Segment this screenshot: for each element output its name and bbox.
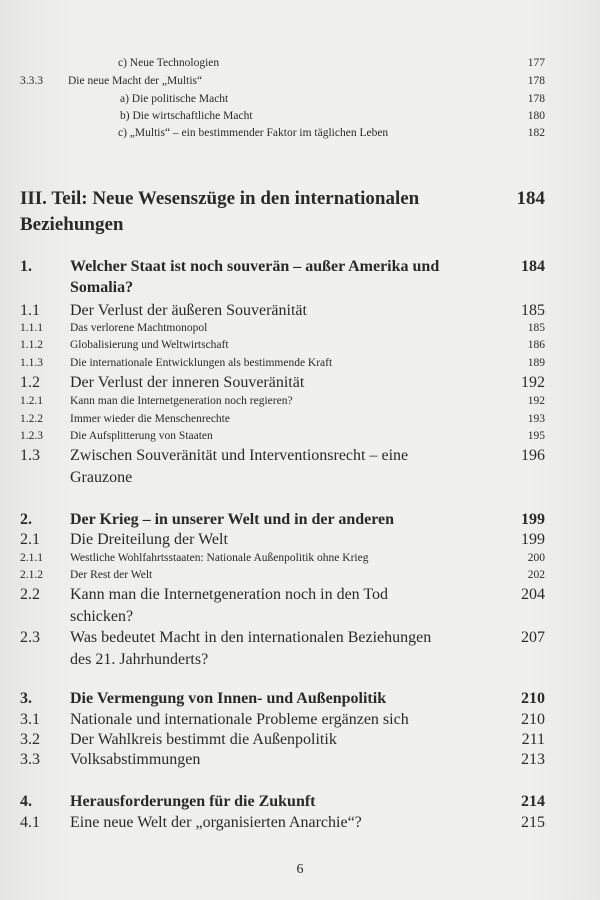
toc-entry-number: 3.3.3 <box>20 75 43 87</box>
toc-entry-page: 192 <box>527 395 545 407</box>
toc-entry-title: Eine neue Welt der „organisierten Anarchie“? <box>70 814 362 831</box>
toc-entry-number: 1.2.2 <box>20 413 43 425</box>
toc-entry-title-line2: schicken? <box>70 608 134 625</box>
toc-entry-page: 177 <box>527 57 545 69</box>
toc-entry-title-line2: Grauzone <box>70 469 133 486</box>
toc-entry-number: 1.1.2 <box>20 339 43 351</box>
toc-entry-title: Herausforderungen für die Zukunft <box>70 793 316 810</box>
toc-entry-number: 3. <box>20 690 32 707</box>
toc-entry-title: Immer wieder die Menschenrechte <box>70 413 230 425</box>
toc-entry-number: 3.1 <box>20 711 40 728</box>
toc-entry-title-line2: des 21. Jahrhunderts? <box>70 651 209 668</box>
toc-entry-number: 2.1 <box>20 531 40 548</box>
toc-entry-page: 211 <box>521 731 545 748</box>
toc-entry-number: 2.1.1 <box>20 552 43 564</box>
toc-entry-title: Der Verlust der äußeren Souveränität <box>70 302 307 319</box>
toc-entry-title: Die Dreiteilung der Welt <box>70 531 228 548</box>
part-heading-line2: Beziehungen <box>20 214 124 235</box>
toc-entry-number: 4.1 <box>20 814 40 831</box>
toc-entry-number: 1.1.3 <box>20 357 43 369</box>
toc-entry-title: Volksabstimmungen <box>70 751 201 768</box>
toc-entry-number: 2.2 <box>20 586 40 603</box>
toc-entry-page: 178 <box>527 93 545 105</box>
toc-entry-number: 1.2.3 <box>20 430 43 442</box>
toc-entry-number: 1.2 <box>20 374 40 391</box>
page-number: 6 <box>296 862 304 877</box>
toc-entry-page: 196 <box>521 447 545 464</box>
toc-entry-page: 186 <box>527 339 545 351</box>
toc-entry-page: 185 <box>521 302 545 319</box>
toc-entry-page: 200 <box>527 552 545 564</box>
toc-entry-page: 193 <box>527 413 545 425</box>
toc-entry-page: 215 <box>521 814 545 831</box>
toc-entry-title: Der Verlust der inneren Souveränität <box>70 374 305 391</box>
toc-entry-page: 210 <box>521 711 545 728</box>
toc-entry-title: b) Die wirtschaftliche Macht <box>120 110 253 122</box>
toc-entry-title-line1: Kann man die Internetgeneration noch in den Tod <box>70 586 389 603</box>
toc-entry-title: Kann man die Internetgeneration noch regieren? <box>70 395 293 407</box>
toc-entry-number: 1. <box>20 258 32 275</box>
toc-entry-number: 1.2.1 <box>20 395 43 407</box>
toc-entry-number: 4. <box>20 793 32 810</box>
toc-entry-title: Die neue Macht der „Multis“ <box>68 75 203 87</box>
toc-entry-title: c) „Multis“ – ein bestimmender Faktor im täglichen Leben <box>118 127 389 139</box>
toc-entry-page: 199 <box>521 511 545 528</box>
toc-entry-page: 213 <box>521 751 545 768</box>
toc-entry-title: Die Vermengung von Innen- und Außenpolitik <box>70 690 387 707</box>
toc-entry-title: Westliche Wohlfahrtsstaaten: Nationale Außenpolitik ohne Krieg <box>70 552 369 564</box>
toc-entry-number: 2.1.2 <box>20 569 43 581</box>
toc-entry-number: 2.3 <box>20 629 40 646</box>
toc-entry-page: 192 <box>521 374 545 391</box>
toc-entry-number: 3.2 <box>20 731 40 748</box>
toc-entry-title: c) Neue Technologien <box>118 57 220 69</box>
toc-entry-page: 189 <box>527 357 545 369</box>
toc-entry-number: 1.1.1 <box>20 322 43 334</box>
toc-entry-page: 210 <box>521 690 545 707</box>
toc-entry-page: 180 <box>527 110 545 122</box>
toc-entry-title: Die Aufsplitterung von Staaten <box>70 430 213 442</box>
toc-entry-page: 199 <box>521 531 545 548</box>
toc-entry-page: 195 <box>527 430 545 442</box>
toc-entry-page: 185 <box>527 322 545 334</box>
toc-entry-number: 2. <box>20 511 32 528</box>
toc-entry-number: 1.1 <box>20 302 40 319</box>
toc-entry-title: Das verlorene Machtmonopol <box>70 322 208 334</box>
toc-entry-title: Die internationale Entwicklungen als bestimmende Kraft <box>70 357 333 369</box>
toc-entry-title: Nationale und internationale Probleme ergänzen sich <box>70 711 409 728</box>
toc-entry-number: 3.3 <box>20 751 40 768</box>
toc-entry-title: Globalisierung und Weltwirtschaft <box>70 339 229 351</box>
part-heading-page: 184 <box>516 188 545 209</box>
toc-entry-number: 1.3 <box>20 447 40 464</box>
toc-entry-title-line1: Was bedeutet Macht in den internationalen Beziehungen <box>70 629 432 646</box>
toc-entry-title-line1: Zwischen Souveränität und Interventionsrecht – eine <box>70 447 409 464</box>
toc-entry-title: Der Krieg – in unserer Welt und in der anderen <box>70 511 395 528</box>
toc-entry-page: 214 <box>521 793 545 810</box>
toc-entry-title: a) Die politische Macht <box>120 93 229 105</box>
toc-entry-page: 207 <box>521 629 545 646</box>
toc-entry-page: 182 <box>527 127 545 139</box>
toc-entry-title-line1: Welcher Staat ist noch souverän – außer Amerika und <box>70 258 440 275</box>
toc-entry-title: Der Wahlkreis bestimmt die Außenpolitik <box>70 731 337 748</box>
toc-entry-page: 184 <box>521 258 545 275</box>
toc-entry-page: 202 <box>527 569 545 581</box>
part-heading-line1: III. Teil: Neue Wesenszüge in den internationalen <box>20 188 420 209</box>
toc-entry-page: 178 <box>527 75 545 87</box>
toc-entry-title-line2: Somalia? <box>70 279 134 296</box>
toc-entry-title: Der Rest der Welt <box>70 569 153 581</box>
toc-entry-page: 204 <box>521 586 545 603</box>
